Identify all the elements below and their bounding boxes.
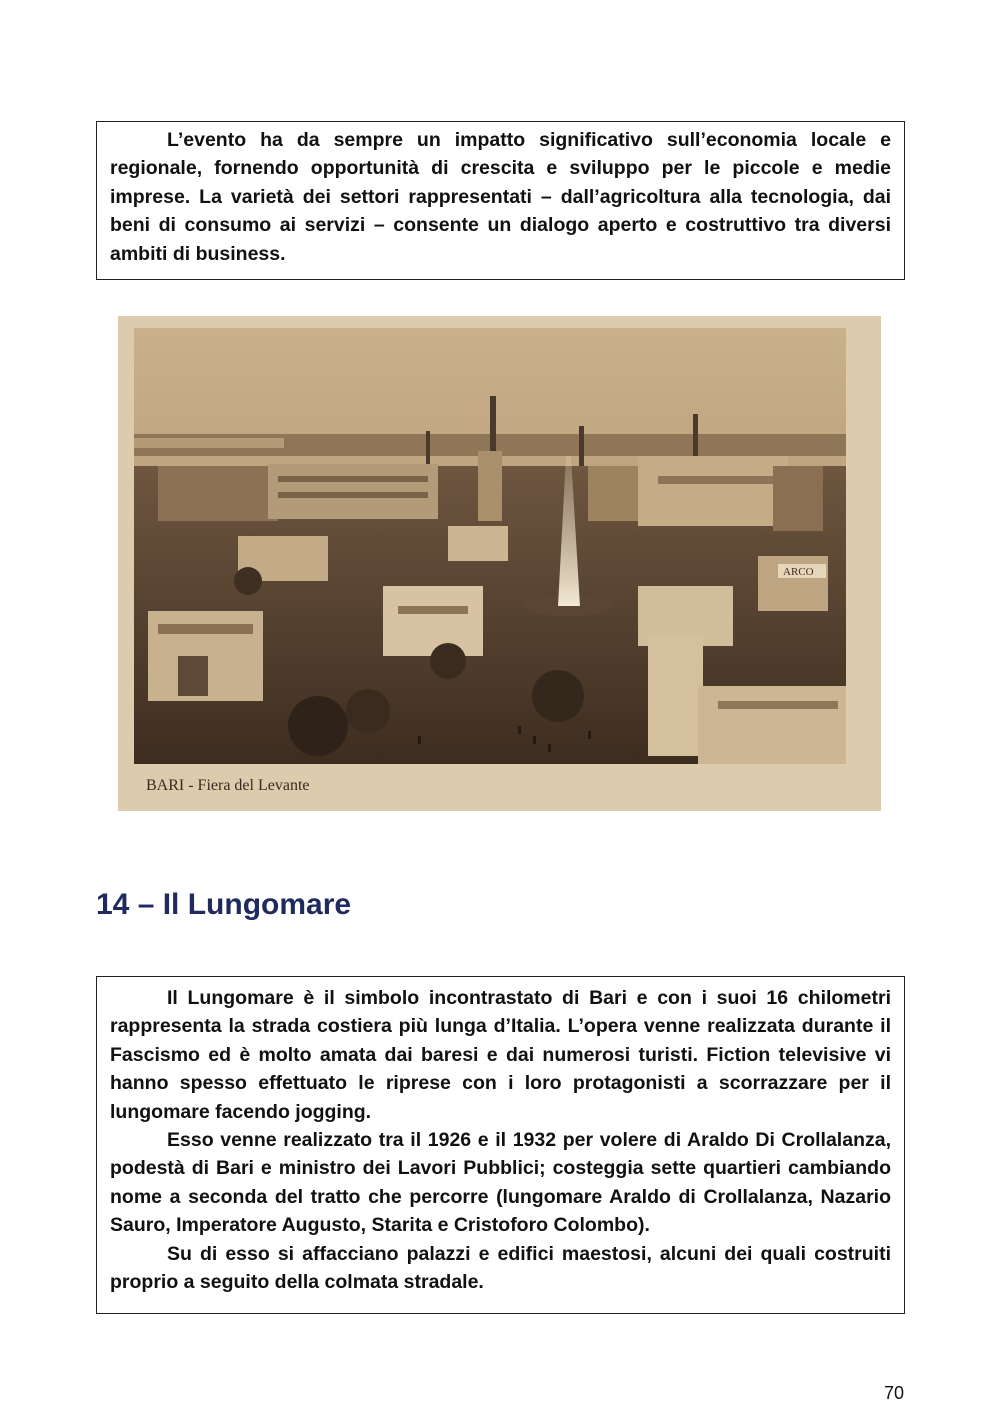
intro-paragraph: L’evento ha da sempre un impatto significativo sull’economia locale e regionale, fornendo opportunità di crescita e sviluppo per le piccole e medie imprese. La varietà dei settori rappresentati – dall’agricoltura alla tecnologia, dai beni di consumo ai servizi – consente un dialogo aperto e costruttivo tra diversi ambiti di business. bbox=[110, 129, 891, 265]
arco-sign: ARCO bbox=[783, 566, 814, 578]
postcard-illustration bbox=[118, 316, 881, 811]
lungomare-paragraph-3: Su di esso si affacciano palazzi e edifici maestosi, alcuni dei quali costruiti proprio a seguito della colmata stradale. bbox=[110, 1242, 891, 1294]
lungomare-paragraph-1: Il Lungomare è il simbolo incontrastato di Bari e con i suoi 16 chilometri rappresenta la strada costiera più lunga d’Italia. L’opera venne realizzata durante il Fascismo ed è molto amata dai baresi e dai numerosi turisti. Fiction televisive vi hanno spesso effettuato le riprese con i loro protagonisti a scorrazzare per il lungomare facendo jogging. bbox=[110, 987, 891, 1123]
page-number: 70 bbox=[883, 1383, 904, 1403]
intro-text-box bbox=[96, 121, 905, 280]
lungomare-paragraph-2: Esso venne realizzato tra il 1926 e il 1932 per volere di Araldo Di Crollalanza, podestà di Bari e ministro dei Lavori Pubblici; costeggia sette quartieri cambiando nome a seconda del tratto che percorre (lungomare Araldo di Crollalanza, Nazario Sauro, Imperatore Augusto, Starita e Cristoforo Colombo). bbox=[110, 1129, 891, 1237]
section-heading: 14 – Il Lungomare bbox=[96, 888, 352, 921]
postcard-photo bbox=[118, 316, 881, 811]
lungomare-text-box bbox=[96, 976, 905, 1314]
photo-caption: BARI - Fiera del Levante bbox=[146, 777, 310, 794]
